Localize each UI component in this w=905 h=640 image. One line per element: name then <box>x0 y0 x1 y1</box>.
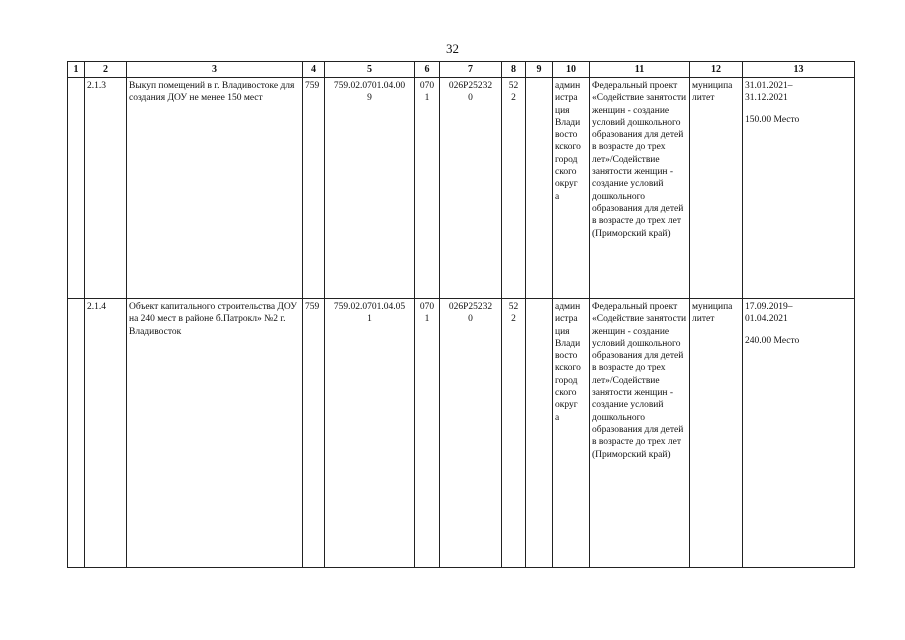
column-header: 11 <box>590 62 690 78</box>
period: 17.09.2019– 01.04.2021 <box>745 302 793 325</box>
column-header: 3 <box>127 62 303 78</box>
header-row <box>68 62 855 78</box>
cell-blank <box>68 78 85 299</box>
grbs-code: 759 <box>303 78 325 299</box>
column-header: 7 <box>440 62 502 78</box>
cell-blank <box>68 299 85 568</box>
column-header: 10 <box>553 62 590 78</box>
grbs-code: 759 <box>303 299 325 568</box>
target-article: 026P25232 0 <box>440 299 502 568</box>
capacity: 240.00 Место <box>745 335 800 346</box>
table-row <box>68 78 855 299</box>
spacer <box>745 326 852 335</box>
object-name: Выкуп помещений в г. Владивостоке для создания ДОУ не менее 150 мест <box>127 78 303 299</box>
section-code: 070 1 <box>415 78 440 299</box>
object-name: Объект капитального строительства ДОУ на 240 мест в районе б.Патрокл» №2 г. Владивосток <box>127 299 303 568</box>
executor: админ истра ция Влади восто кского город ского округ а <box>553 299 590 568</box>
period: 31.01.2021– 31.12.2021 <box>745 81 793 104</box>
page-number: 32 <box>446 41 459 56</box>
column-header: 13 <box>743 62 855 78</box>
section-code: 070 1 <box>415 299 440 568</box>
ownership-level: муниципа литет <box>690 299 743 568</box>
capacity: 150.00 Место <box>745 114 800 125</box>
project-name: Федеральный проект «Содействие занятости женщин - создание условий дошкольного образования для детей в возрасте до трех лет»/Содействие занятости женщин - создание условий дошкольного образования для детей в возрасте до трех лет (Приморский край) <box>590 299 690 568</box>
column-header: 12 <box>690 62 743 78</box>
budget-table <box>67 61 855 568</box>
col9-value <box>526 299 553 568</box>
budget-code: 759.02.0701.04.05 1 <box>325 299 415 568</box>
ownership-level: муниципа литет <box>690 78 743 299</box>
column-header: 8 <box>502 62 526 78</box>
column-header: 2 <box>85 62 127 78</box>
table-row <box>68 299 855 568</box>
expense-type: 52 2 <box>502 78 526 299</box>
project-name: Федеральный проект «Содействие занятости женщин - создание условий дошкольного образования для детей в возрасте до трех лет»/Содействие занятости женщин - создание условий дошкольного образования для детей в возрасте до трех лет (Приморский край) <box>590 78 690 299</box>
spacer <box>745 105 852 114</box>
column-header: 6 <box>415 62 440 78</box>
period-cell <box>743 299 855 568</box>
row-number: 2.1.3 <box>85 78 127 299</box>
expense-type: 52 2 <box>502 299 526 568</box>
column-header: 5 <box>325 62 415 78</box>
col9-value <box>526 78 553 299</box>
row-number: 2.1.4 <box>85 299 127 568</box>
column-header: 9 <box>526 62 553 78</box>
target-article: 026P25232 0 <box>440 78 502 299</box>
column-header: 1 <box>68 62 85 78</box>
period-cell <box>743 78 855 299</box>
budget-code: 759.02.0701.04.00 9 <box>325 78 415 299</box>
column-header: 4 <box>303 62 325 78</box>
executor: админ истра ция Влади восто кского город ского округ а <box>553 78 590 299</box>
